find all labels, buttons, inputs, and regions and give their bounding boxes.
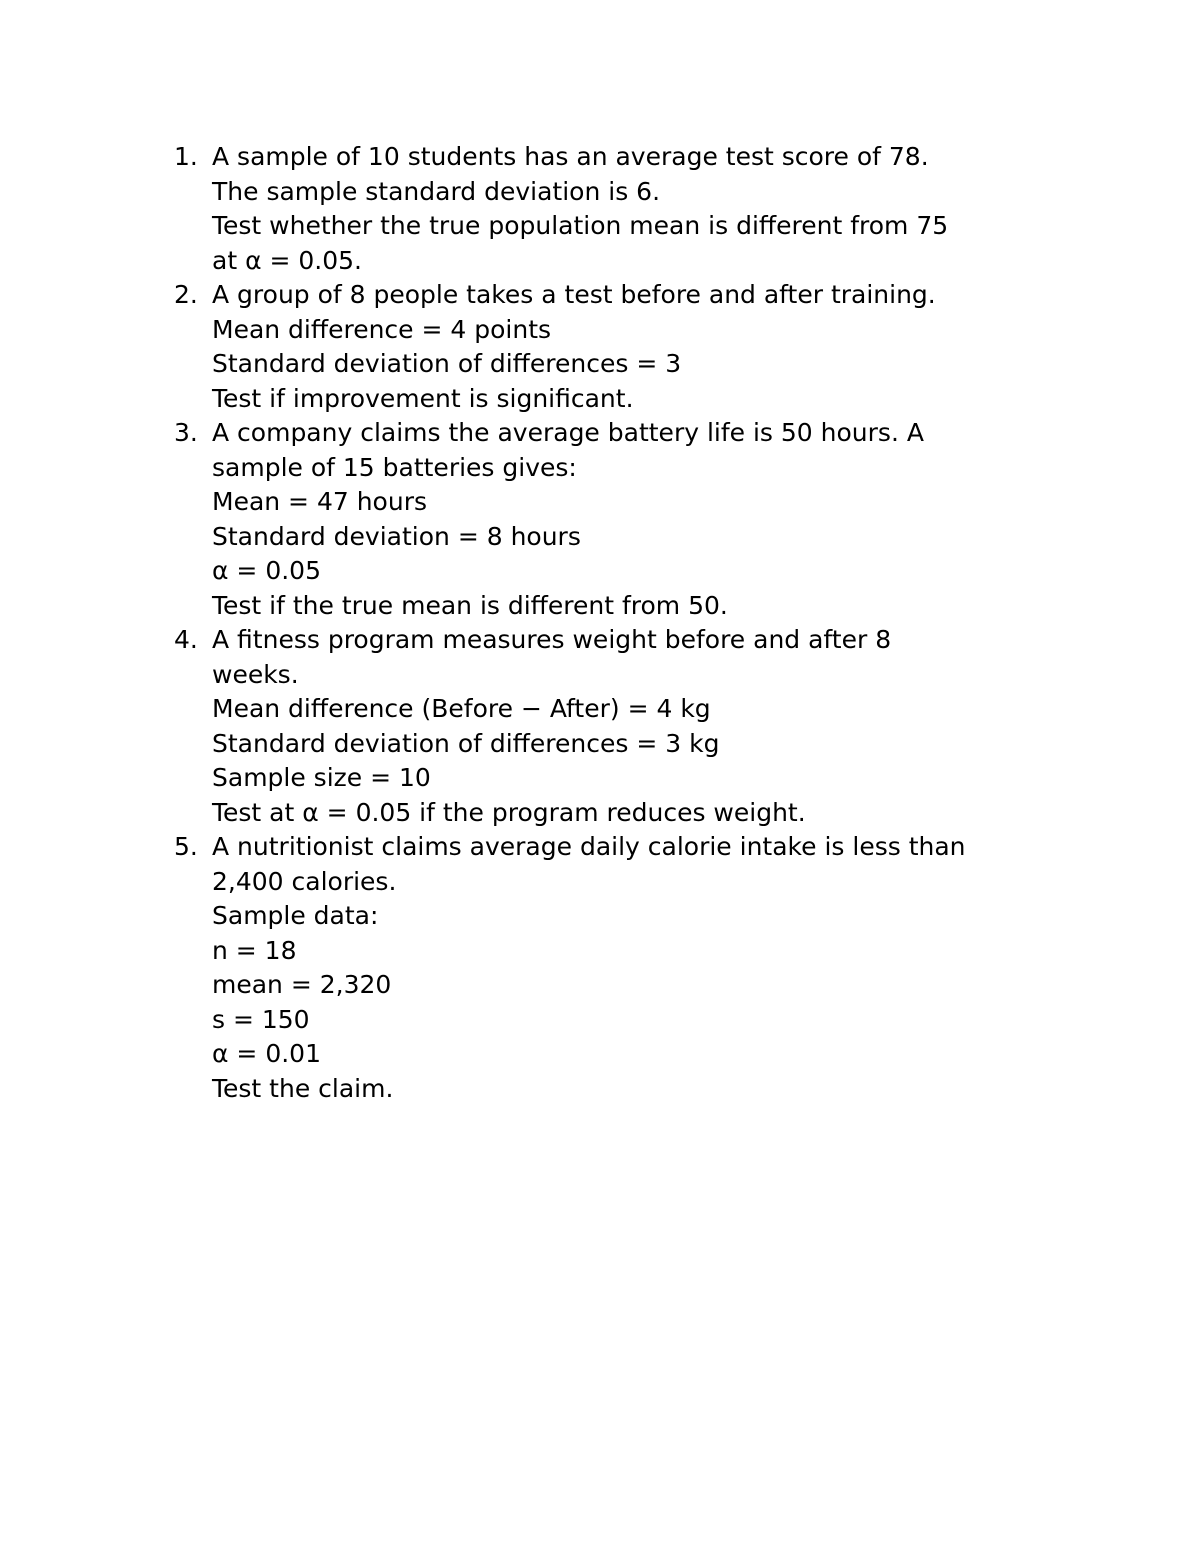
question-3 [174, 416, 1074, 623]
question-5 [174, 830, 1074, 1106]
question-line: Mean difference = 4 points [212, 314, 552, 344]
question-line: Mean = 47 hours [212, 487, 428, 516]
question-line: Sample size = 10 [212, 763, 431, 792]
question-line: A nutritionist claims average daily calorie intake is less than [212, 832, 966, 861]
question-line: Test at α = 0.05 if the program reduces weight. [212, 797, 806, 827]
question-4 [174, 623, 1074, 830]
question-number: 2. [174, 280, 198, 309]
question-line: Test if the true mean is different from 50. [212, 590, 728, 620]
question-line: Sample data: [212, 901, 379, 930]
question-line: Test if improvement is significant. [212, 383, 634, 413]
question-line: A sample of 10 students has an average test score of 78. [212, 142, 929, 171]
question-number: 1. [174, 142, 198, 171]
question-list [174, 140, 1074, 1106]
question-line: 2,400 calories. [212, 866, 397, 896]
question-2 [174, 278, 1074, 416]
question-line: mean = 2,320 [212, 970, 392, 999]
question-line: s = 150 [212, 1004, 310, 1034]
question-number: 5. [174, 832, 198, 861]
question-line: Mean difference (Before − After) = 4 kg [212, 694, 711, 723]
question-line: α = 0.01 [212, 1039, 321, 1068]
question-number: 4. [174, 625, 198, 654]
question-line: at α = 0.05. [212, 245, 362, 275]
question-line: α = 0.05 [212, 556, 321, 585]
question-line: Standard deviation of differences = 3 kg [212, 728, 720, 758]
question-line: A group of 8 people takes a test before and after training. [212, 280, 936, 309]
question-line: Standard deviation = 8 hours [212, 521, 581, 551]
question-line: The sample standard deviation is 6. [212, 176, 661, 206]
question-line: Test whether the true population mean is different from 75 [212, 211, 949, 240]
question-line: sample of 15 batteries gives: [212, 452, 577, 482]
question-line: Test the claim. [212, 1073, 394, 1103]
question-line: n = 18 [212, 935, 297, 965]
question-line: A fitness program measures weight before and after 8 [212, 625, 892, 654]
question-line: Standard deviation of differences = 3 [212, 349, 682, 378]
question-number: 3. [174, 418, 198, 447]
question-line: A company claims the average battery life is 50 hours. A [212, 418, 924, 447]
question-1 [174, 140, 1074, 278]
question-line: weeks. [212, 659, 299, 689]
